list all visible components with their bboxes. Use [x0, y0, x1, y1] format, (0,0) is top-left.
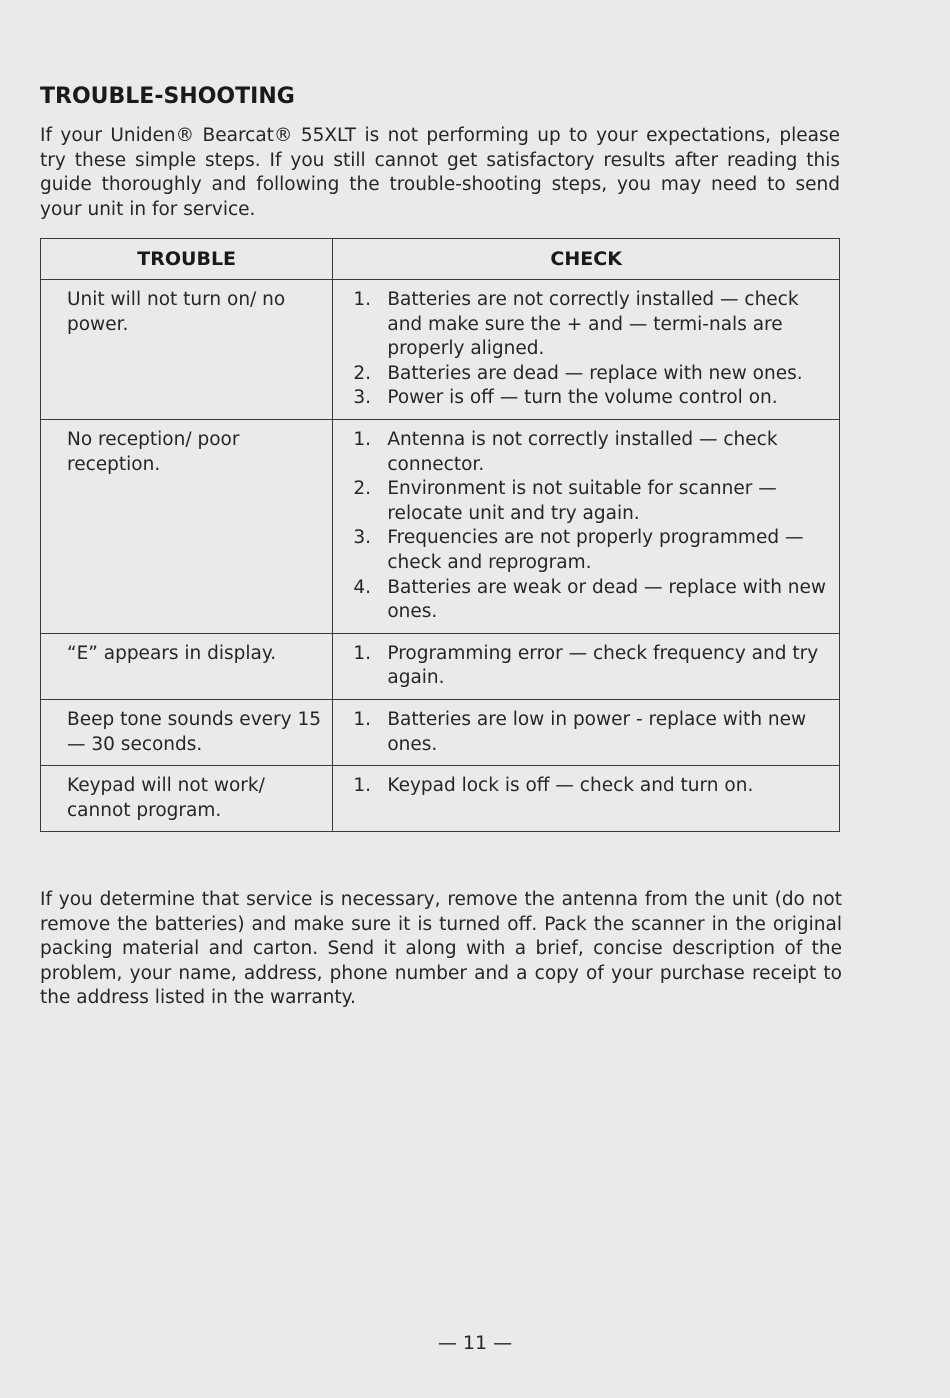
check-cell [333, 280, 840, 420]
table-header-row [41, 239, 840, 280]
check-text: Batteries are low in power - replace with new ones. [387, 708, 807, 755]
check-item [353, 642, 829, 691]
check-cell [333, 766, 840, 832]
check-text: Power is off — turn the volume control on. [387, 387, 778, 409]
check-list [353, 288, 829, 411]
check-number: 2. [353, 478, 372, 500]
check-text: Frequencies are not properly programmed — check and reprogram. [387, 527, 804, 573]
check-cell [333, 633, 840, 699]
check-number: 1. [353, 642, 372, 664]
check-number: 2. [353, 362, 372, 384]
check-number: 1. [353, 428, 372, 450]
check-item [353, 774, 829, 799]
check-text: Programming error — check frequency and try again. [387, 642, 819, 689]
table-row [41, 280, 840, 420]
trouble-column-header: TROUBLE [41, 239, 333, 280]
service-paragraph: If you determine that service is necessary, remove the antenna from the unit (do not remove the batteries) and make sure it is turned off. Pack the scanner in the original packing material and carton. Send it along with a brief, concise description of the problem, your name, address, phone number and a copy of your purchase receipt to the address listed in the warranty. [40, 889, 842, 1009]
check-number: 1. [353, 775, 372, 797]
trouble-cell: No reception/ poor reception. [41, 419, 333, 633]
check-list [353, 428, 829, 625]
check-number: 1. [353, 708, 372, 730]
check-cell [333, 699, 840, 765]
table-body [41, 280, 840, 832]
trouble-cell: Keypad will not work/ cannot program. [41, 766, 333, 832]
check-item [353, 428, 829, 477]
check-column-header: CHECK [333, 239, 840, 280]
check-text: Batteries are weak or dead — replace with new ones. [387, 576, 827, 623]
check-number: 3. [353, 527, 372, 549]
page-title: TROUBLE-SHOOTING [40, 84, 295, 109]
check-number: 1. [353, 289, 372, 310]
trouble-cell: Unit will not turn on/ no power. [41, 280, 333, 420]
table-row [41, 633, 840, 699]
trouble-cell: Beep tone sounds every 15 — 30 seconds. [41, 699, 333, 765]
check-number: 3. [353, 387, 372, 409]
check-item [353, 362, 829, 387]
check-item [353, 477, 829, 526]
trouble-shooting-table [40, 238, 840, 832]
check-text: Antenna is not correctly installed — check connector. [387, 428, 778, 475]
check-text: Environment is not suitable for scanner — relocate unit and try again. [387, 478, 777, 524]
check-list [353, 708, 829, 757]
check-text: Batteries are not correctly installed — check and make sure the + and — termi-nals are properly aligned. [387, 289, 799, 360]
check-cell [333, 419, 840, 633]
page-number: — 11 — [437, 1332, 513, 1354]
check-item [353, 708, 829, 757]
check-text: Batteries are dead — replace with new ones. [387, 362, 803, 384]
check-text: Keypad lock is off — check and turn on. [387, 775, 754, 797]
check-item [353, 386, 829, 411]
check-list [353, 774, 829, 799]
table-row [41, 699, 840, 765]
trouble-cell: “E” appears in display. [41, 633, 333, 699]
check-number: 4. [353, 576, 372, 598]
table-row [41, 419, 840, 633]
check-item [353, 576, 829, 625]
check-item [353, 526, 829, 575]
table-row [41, 766, 840, 832]
intro-paragraph: If your Uniden® Bearcat® 55XLT is not performing up to your expectations, please try these simple steps. If you still cannot get satisfactory results after reading this guide thoroughly and following the trouble-shooting steps, you may need to send your unit in for service. [40, 125, 840, 220]
check-list [353, 642, 829, 691]
check-item [353, 288, 829, 362]
